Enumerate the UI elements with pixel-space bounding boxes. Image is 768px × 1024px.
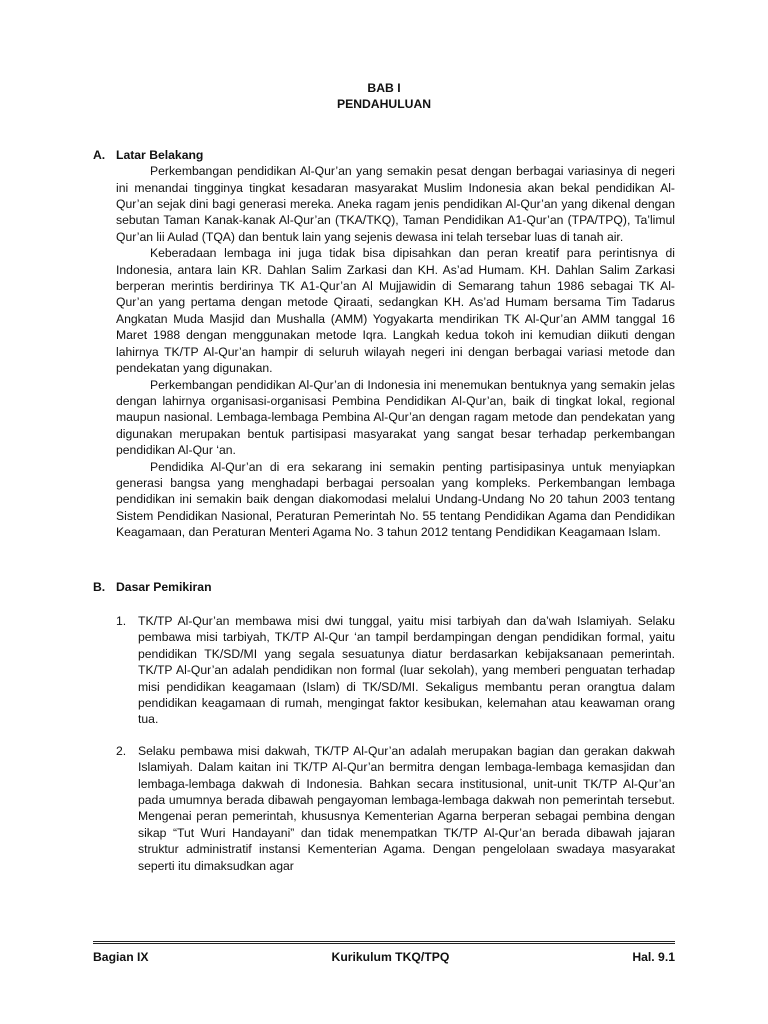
- paragraph: Pendidika Al-Qur’an di era sekarang ini semakin penting partisipasinya untuk menyiapkan generasi bangsa yang menghadapi berbagai persoalan yang kompleks. Perkembangan lembaga pendidikan ini semakin baik dengan diakomodasi melalui Undang-Undang No 20 tahun 2003 tentang Sistem Pendidikan Nasional, Peraturan Pemerintah No. 55 tentang Pendidikan Agama dan Pendidikan Keagamaan, dan Peraturan Menteri Agama No. 3 tahun 2012 tentang Pendidikan Keagamaan Islam.: [116, 459, 675, 540]
- list-item-number: 2.: [116, 743, 127, 758]
- paragraph: Perkembangan pendidikan Al-Qur’an di Indonesia ini menemukan bentuknya yang semakin jelas dengan lahirnya organisasi-organisasi Pembina Pendidikan Al-Qur’an, baik di tingkat lokal, regional maupun nasional. Lembaga-lembaga Pembina Al-Qur’an dengan ragam metode dan pendekatan yang digunakan merupakan bentuk partisipasi masyarakat yang sangat besar terhadap perkembangan pendidikan Al-Qur ‘an.: [116, 377, 675, 458]
- paragraph: Keberadaan lembaga ini juga tidak bisa dipisahkan dan peran kreatif para perintisnya di Indonesia, antara lain KR. Dahlan Salim Zarkasi dan KH. As’ad Humam. KH. Dahlan Salim Zarkasi berperan merintis berdirinya TK A1-Qur’an Al Mujjawidin di Semarang tahun 1986 sebagai TK Al-Qur’an yang pertama dengan metode Qiraati, sedangkan KH. As’ad Humam bersama Tim Tadarus Angkatan Muda Masjid dan Mushalla (AMM) Yogyakarta mendirikan TK Al-Qur’an AMM tanggal 16 Maret 1988 dengan menggunakan metode Iqra. Langkah kedua tokoh ini kemudian diikuti dengan lahirnya TK/TP Al-Qur’an hampir di seluruh wilayah negeri ini dengan berbagai variasi metode dan pendekatan yang digunakan.: [116, 246, 675, 376]
- chapter-title: PENDAHULUAN: [336, 97, 432, 112]
- list-item-text: TK/TP Al-Qur’an membawa misi dwi tunggal, yaitu misi tarbiyah dan da’wah Islamiyah. Selaku pembawa misi tarbiyah, TK/TP Al-Qur ‘an tampil berdampingan dengan pendidikan formal, yaitu pendidikan TK/SD/MI yang segala sesuatunya diatur berdasarkan kebijaksanaan pemerintah. TK/TP Al-Qur’an adalah pendidikan non formal (luar sekolah), yang memberi penguatan terhadap misi pendidikan keagamaan (Islam) di TK/SD/MI. Sekaligus membantu peran orangtua dalam pendidikan keagamaan di rumah, mengingat faktor kesibukan, kelemahan atau keawaman orang tua.: [138, 613, 675, 727]
- list-item: [116, 743, 675, 874]
- paragraph: Perkembangan pendidikan Al-Qur’an yang semakin pesat dengan berbagai variasinya di negeri ini menandai tingginya tingkat kesadaran masyarakat Muslim Indonesia akan bekal pendidikan Al-Qur’an sejak dini bagi generasi mereka. Aneka ragam jenis pendidikan Al-Qur’an yang dikenal dengan sebutan Taman Kanak-kanak Al-Qur’an (TKA/TKQ), Taman Pendidikan A1-Qur’an (TPA/TPQ), Ta’limul Qur’an lii Aulad (TQA) dan bentuk lain yang sejenis dewasa ini telah tersebar luas di tanah air.: [116, 164, 675, 244]
- list-item-number: 1.: [116, 613, 127, 628]
- footer-page-number: Hal. 9.1: [632, 950, 675, 964]
- section-b-letter: B.: [93, 579, 106, 594]
- footer-section: Bagian IX: [93, 950, 149, 964]
- chapter-label: BAB I: [367, 81, 401, 95]
- section-a-letter: A.: [93, 147, 106, 162]
- page-content: [93, 80, 675, 874]
- list-item: [116, 613, 675, 728]
- footer-title: Kurikulum TKQ/TPQ: [331, 950, 450, 964]
- page-footer: [93, 941, 675, 964]
- section-b-heading: [93, 579, 675, 595]
- list-item-text: Selaku pembawa misi dakwah, TK/TP Al-Qur’an adalah merupakan bagian dan gerakan dakwah Islamiyah. Dalam kaitan ini TK/TP Al-Qur’an bermitra dengan lembaga-lembaga kemasjidan dan lembaga-lembaga dakwah di Indonesia. Bahkan secara institusional, unit-unit TK/TP Al-Qur’an pada umumnya berada dibawah pengayoman lembaga-lembaga dakwah non pemerintah tersebut. Mengenai peran pemerintah, khususnya Kementerian Agarna berperan sebagai pembina dengan sikap “Tut Wuri Handayani” dan tidak menempatkan TK/TP Al-Qur’an berada dibawah jajaran struktur administratif instansi Kementerian Agama. Dengan pengelolaan swadaya masyarakat seperti itu dimaksudkan agar: [138, 743, 675, 873]
- section-a-heading: [93, 147, 675, 163]
- section-b-title: Dasar Pemikiran: [116, 579, 212, 594]
- section-a-body: [116, 163, 675, 540]
- section-a-title: Latar Belakang: [116, 147, 204, 162]
- numbered-list: [116, 613, 675, 874]
